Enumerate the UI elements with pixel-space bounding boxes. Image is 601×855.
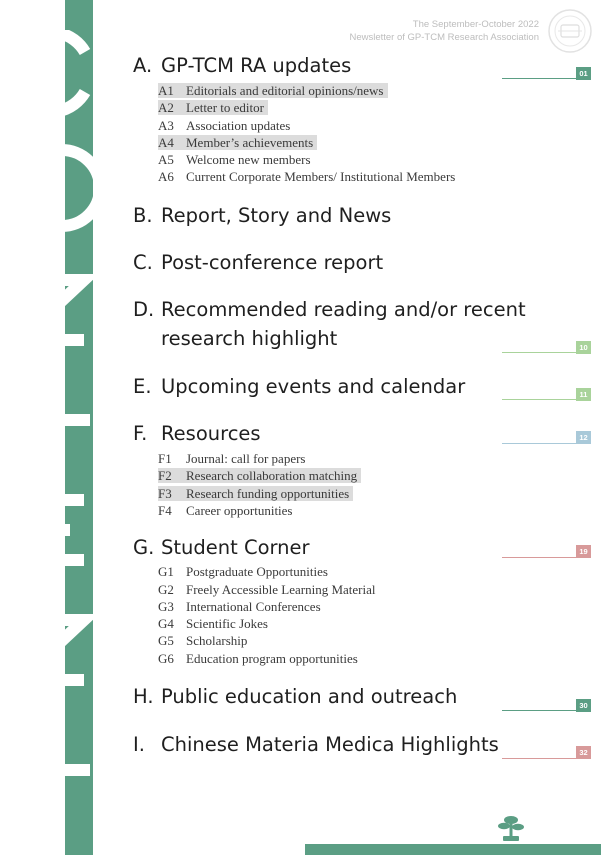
header-issue: The September-October 2022 bbox=[412, 19, 539, 30]
page-rule-a bbox=[502, 78, 576, 79]
toc-item-a5[interactable]: A5 Welcome new members bbox=[158, 152, 311, 167]
page-rule-e bbox=[502, 399, 576, 400]
section-c-title[interactable]: C. Post-conference report bbox=[133, 251, 384, 274]
section-b-title[interactable]: B. Report, Story and News bbox=[133, 204, 392, 227]
section-a-title[interactable]: A. GP-TCM RA updates bbox=[133, 54, 352, 77]
toc-item-g6[interactable]: G6 Education program opportunities bbox=[158, 651, 358, 666]
section-f-title[interactable]: F. Resources bbox=[133, 422, 261, 445]
page-number-d[interactable]: 10 bbox=[576, 341, 591, 354]
newsletter-header bbox=[349, 18, 539, 44]
side-title-content bbox=[0, 30, 94, 830]
page-number-a[interactable]: 01 bbox=[576, 67, 591, 80]
page-number-f[interactable]: 12 bbox=[576, 431, 591, 444]
section-d-title[interactable]: D. Recommended reading and/or recent research highlight bbox=[133, 298, 526, 350]
toc-item-g1[interactable]: G1 Postgraduate Opportunities bbox=[158, 564, 328, 579]
toc-item-a6[interactable]: A6 Current Corporate Members/ Institutional Members bbox=[158, 169, 456, 184]
toc-item-a4[interactable]: A4 Member’s achievements bbox=[158, 134, 317, 151]
toc-item-f2[interactable]: F2 Research collaboration matching bbox=[158, 467, 361, 484]
toc-item-g3[interactable]: G3 International Conferences bbox=[158, 599, 321, 614]
page-rule-f bbox=[502, 443, 576, 444]
toc-item-f3[interactable]: F3 Research funding opportunities bbox=[158, 485, 353, 502]
association-logo bbox=[547, 8, 593, 54]
toc-item-g2[interactable]: G2 Freely Accessible Learning Material bbox=[158, 582, 376, 597]
section-h-title[interactable]: H. Public education and outreach bbox=[133, 685, 458, 708]
section-e-title[interactable]: E. Upcoming events and calendar bbox=[133, 375, 466, 398]
toc-item-f4[interactable]: F4 Career opportunities bbox=[158, 503, 293, 518]
section-i-title[interactable]: I. Chinese Materia Medica Highlights bbox=[133, 733, 499, 756]
page-rule-i bbox=[502, 758, 576, 759]
toc-item-a2[interactable]: A2 Letter to editor bbox=[158, 99, 268, 116]
page-number-h[interactable]: 30 bbox=[576, 699, 591, 712]
page-rule-g bbox=[502, 557, 576, 558]
page-number-e[interactable]: 11 bbox=[576, 388, 591, 401]
page-number-g[interactable]: 19 bbox=[576, 545, 591, 558]
toc-item-f1[interactable]: F1 Journal: call for papers bbox=[158, 451, 306, 466]
toc-item-a1[interactable]: A1 Editorials and editorial opinions/news bbox=[158, 82, 388, 99]
page-rule-d bbox=[502, 352, 576, 353]
page-number-i[interactable]: 32 bbox=[576, 746, 591, 759]
toc-item-g5[interactable]: G5 Scholarship bbox=[158, 633, 248, 648]
section-g-title[interactable]: G. Student Corner bbox=[133, 536, 310, 559]
footer-bar bbox=[305, 844, 601, 855]
header-publication: Newsletter of GP-TCM Research Association bbox=[349, 32, 539, 43]
bonsai-tree-icon bbox=[495, 814, 527, 844]
toc-item-g4[interactable]: G4 Scientific Jokes bbox=[158, 616, 268, 631]
toc-item-a3[interactable]: A3 Association updates bbox=[158, 118, 291, 133]
page-rule-h bbox=[502, 710, 576, 711]
